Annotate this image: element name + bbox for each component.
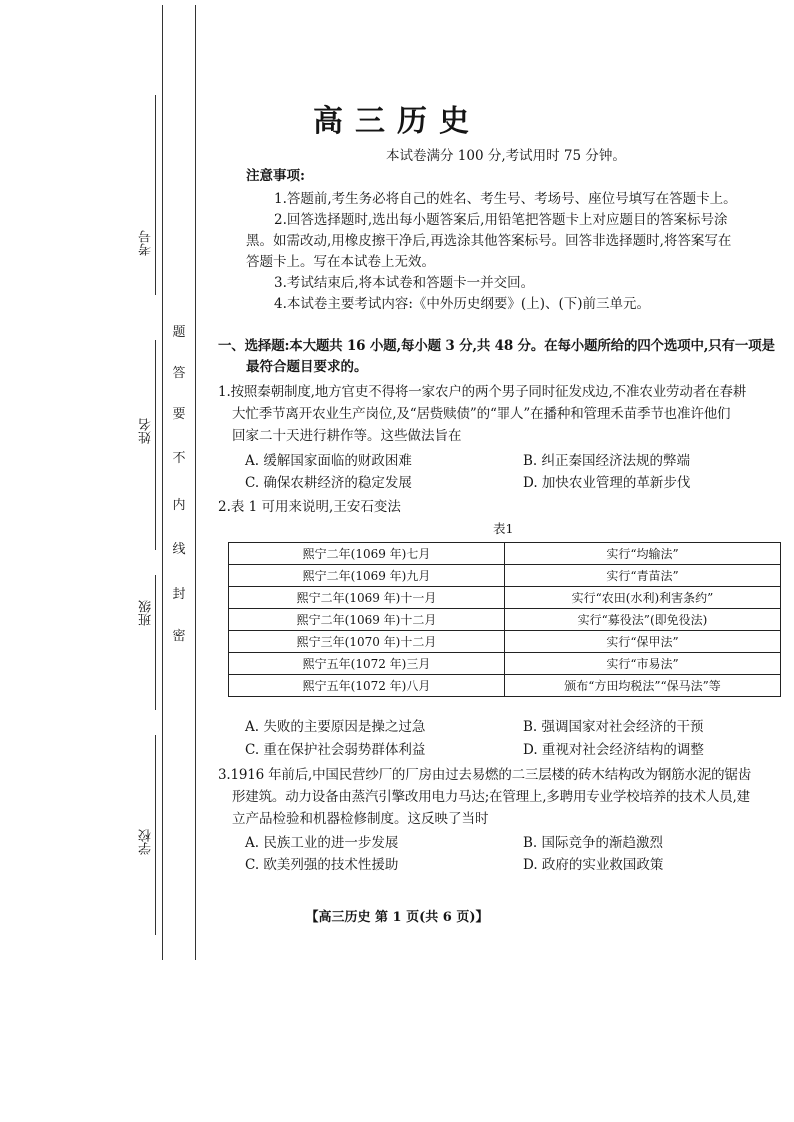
question-1-line: 1.按照秦朝制度,地方官吏不得将一家农户的两个男子同时征发戍边,不准农业劳动者在春耕 [218, 384, 747, 400]
question-2-option-d: D. 重视对社会经济结构的调整 [523, 742, 704, 758]
table-cell-date: 熙宁五年(1072 年)三月 [229, 653, 505, 675]
binding-line-inner [195, 5, 196, 960]
question-3-option-c: C. 欧美列强的技术性援助 [245, 857, 399, 873]
seal-char: 线 [172, 542, 186, 557]
page-footer: 【高三历史 第 1 页(共 6 页)】 [305, 910, 489, 925]
table-cell-measure: 实行“青苗法” [505, 565, 781, 587]
table-cell-date: 熙宁二年(1069 年)七月 [229, 543, 505, 565]
question-1-line: 回家二十天进行耕作等。这些做法旨在 [232, 428, 462, 444]
table-cell-date: 熙宁五年(1072 年)八月 [229, 675, 505, 697]
notice-line: 3.考试结束后,将本试卷和答题卡一并交回。 [274, 275, 535, 291]
table-cell-measure: 实行“保甲法” [505, 631, 781, 653]
name-underline [155, 340, 156, 550]
notice-line: 2.回答选择题时,选出每小题答案后,用铅笔把答题卡上对应题目的答案标号涂 [274, 212, 728, 228]
table-row [229, 631, 781, 653]
table-cell-date: 熙宁二年(1069 年)九月 [229, 565, 505, 587]
table-row [229, 587, 781, 609]
table-cell-date: 熙宁二年(1069 年)十一月 [229, 587, 505, 609]
question-2-option-b: B. 强调国家对社会经济的干预 [523, 719, 704, 735]
reform-table [228, 542, 781, 697]
table-cell-measure: 实行“市易法” [505, 653, 781, 675]
seal-char: 不 [172, 451, 186, 466]
question-1-option-c: C. 确保农耕经济的稳定发展 [245, 475, 412, 491]
table-row [229, 653, 781, 675]
question-2-option-c: C. 重在保护社会弱势群体利益 [245, 742, 426, 758]
notice-line: 黑。如需改动,用橡皮擦干净后,再选涂其他答案标号。回答非选择题时,将答案写在 [246, 233, 732, 249]
question-1-option-d: D. 加快农业管理的革新步伐 [523, 475, 691, 491]
school-label: 学校 [139, 829, 154, 855]
exam-no-label: 考号 [139, 230, 154, 256]
table-cell-date: 熙宁二年(1069 年)十二月 [229, 609, 505, 631]
class-label: 班级 [139, 600, 154, 626]
question-3-line: 立产品检验和机器检修制度。这反映了当时 [232, 811, 489, 827]
question-3-option-d: D. 政府的实业救国政策 [523, 857, 664, 873]
seal-char: 答 [172, 366, 186, 381]
question-3-line: 3.1916 年前后,中国民营纱厂的厂房由过去易燃的二三层楼的砖木结构改为钢筋水泥的锯齿 [218, 767, 752, 783]
question-1-option-a: A. 缓解国家面临的财政困难 [245, 453, 412, 469]
table-cell-measure: 颁布“方田均税法”“保马法”等 [505, 675, 781, 697]
question-3-option-b: B. 国际竞争的渐趋激烈 [523, 835, 664, 851]
section-heading: 一、选择题:本大题共 16 小题,每小题 3 分,共 48 分。在每小题所给的四个选项中,只有一项是 [218, 338, 775, 354]
table-row [229, 543, 781, 565]
table-row [229, 675, 781, 697]
table-cell-measure: 实行“均输法” [505, 543, 781, 565]
question-2-stem: 2.表 1 可用来说明,王安石变法 [218, 499, 401, 515]
question-3-option-a: A. 民族工业的进一步发展 [245, 835, 399, 851]
notice-heading: 注意事项: [246, 168, 305, 184]
seal-char: 密 [172, 629, 186, 644]
question-3-line: 形建筑。动力设备由蒸汽引擎改用电力马达;在管理上,多聘用专业学校培养的技术人员,建 [232, 789, 750, 805]
table-cell-measure: 实行“农田(水利)利害条约” [505, 587, 781, 609]
school-underline [155, 735, 156, 935]
page-title: 高三历史 [313, 104, 481, 139]
table-caption: 表1 [493, 521, 514, 536]
table-row [229, 565, 781, 587]
table-cell-date: 熙宁三年(1070 年)十二月 [229, 631, 505, 653]
table-row [229, 609, 781, 631]
seal-char: 内 [172, 498, 186, 513]
seal-char: 要 [172, 407, 186, 422]
table-cell-measure: 实行“募役法”(即免役法) [505, 609, 781, 631]
name-label: 姓名 [139, 418, 154, 444]
notice-line: 答题卡上。写在本试卷上无效。 [246, 254, 435, 270]
notice-line: 4.本试卷主要考试内容:《中外历史纲要》(上)、(下)前三单元。 [274, 296, 650, 312]
question-2-option-a: A. 失败的主要原因是操之过急 [245, 719, 426, 735]
seal-char: 题 [172, 325, 186, 340]
question-1-option-b: B. 纠正秦国经济法规的弊端 [523, 453, 691, 469]
section-heading-cont: 最符合题目要求的。 [246, 359, 368, 375]
exam-info: 本试卷满分 100 分,考试用时 75 分钟。 [386, 148, 626, 164]
seal-char: 封 [172, 587, 186, 602]
binding-line-outer [162, 5, 163, 960]
class-underline [155, 575, 156, 710]
question-1-line: 大忙季节离开农业生产岗位,及“居赀赎债”的“罪人”在播种和管理禾苗季节也准许他们 [232, 406, 731, 422]
notice-line: 1.答题前,考生务必将自己的姓名、考生号、考场号、座位号填写在答题卡上。 [274, 191, 737, 207]
